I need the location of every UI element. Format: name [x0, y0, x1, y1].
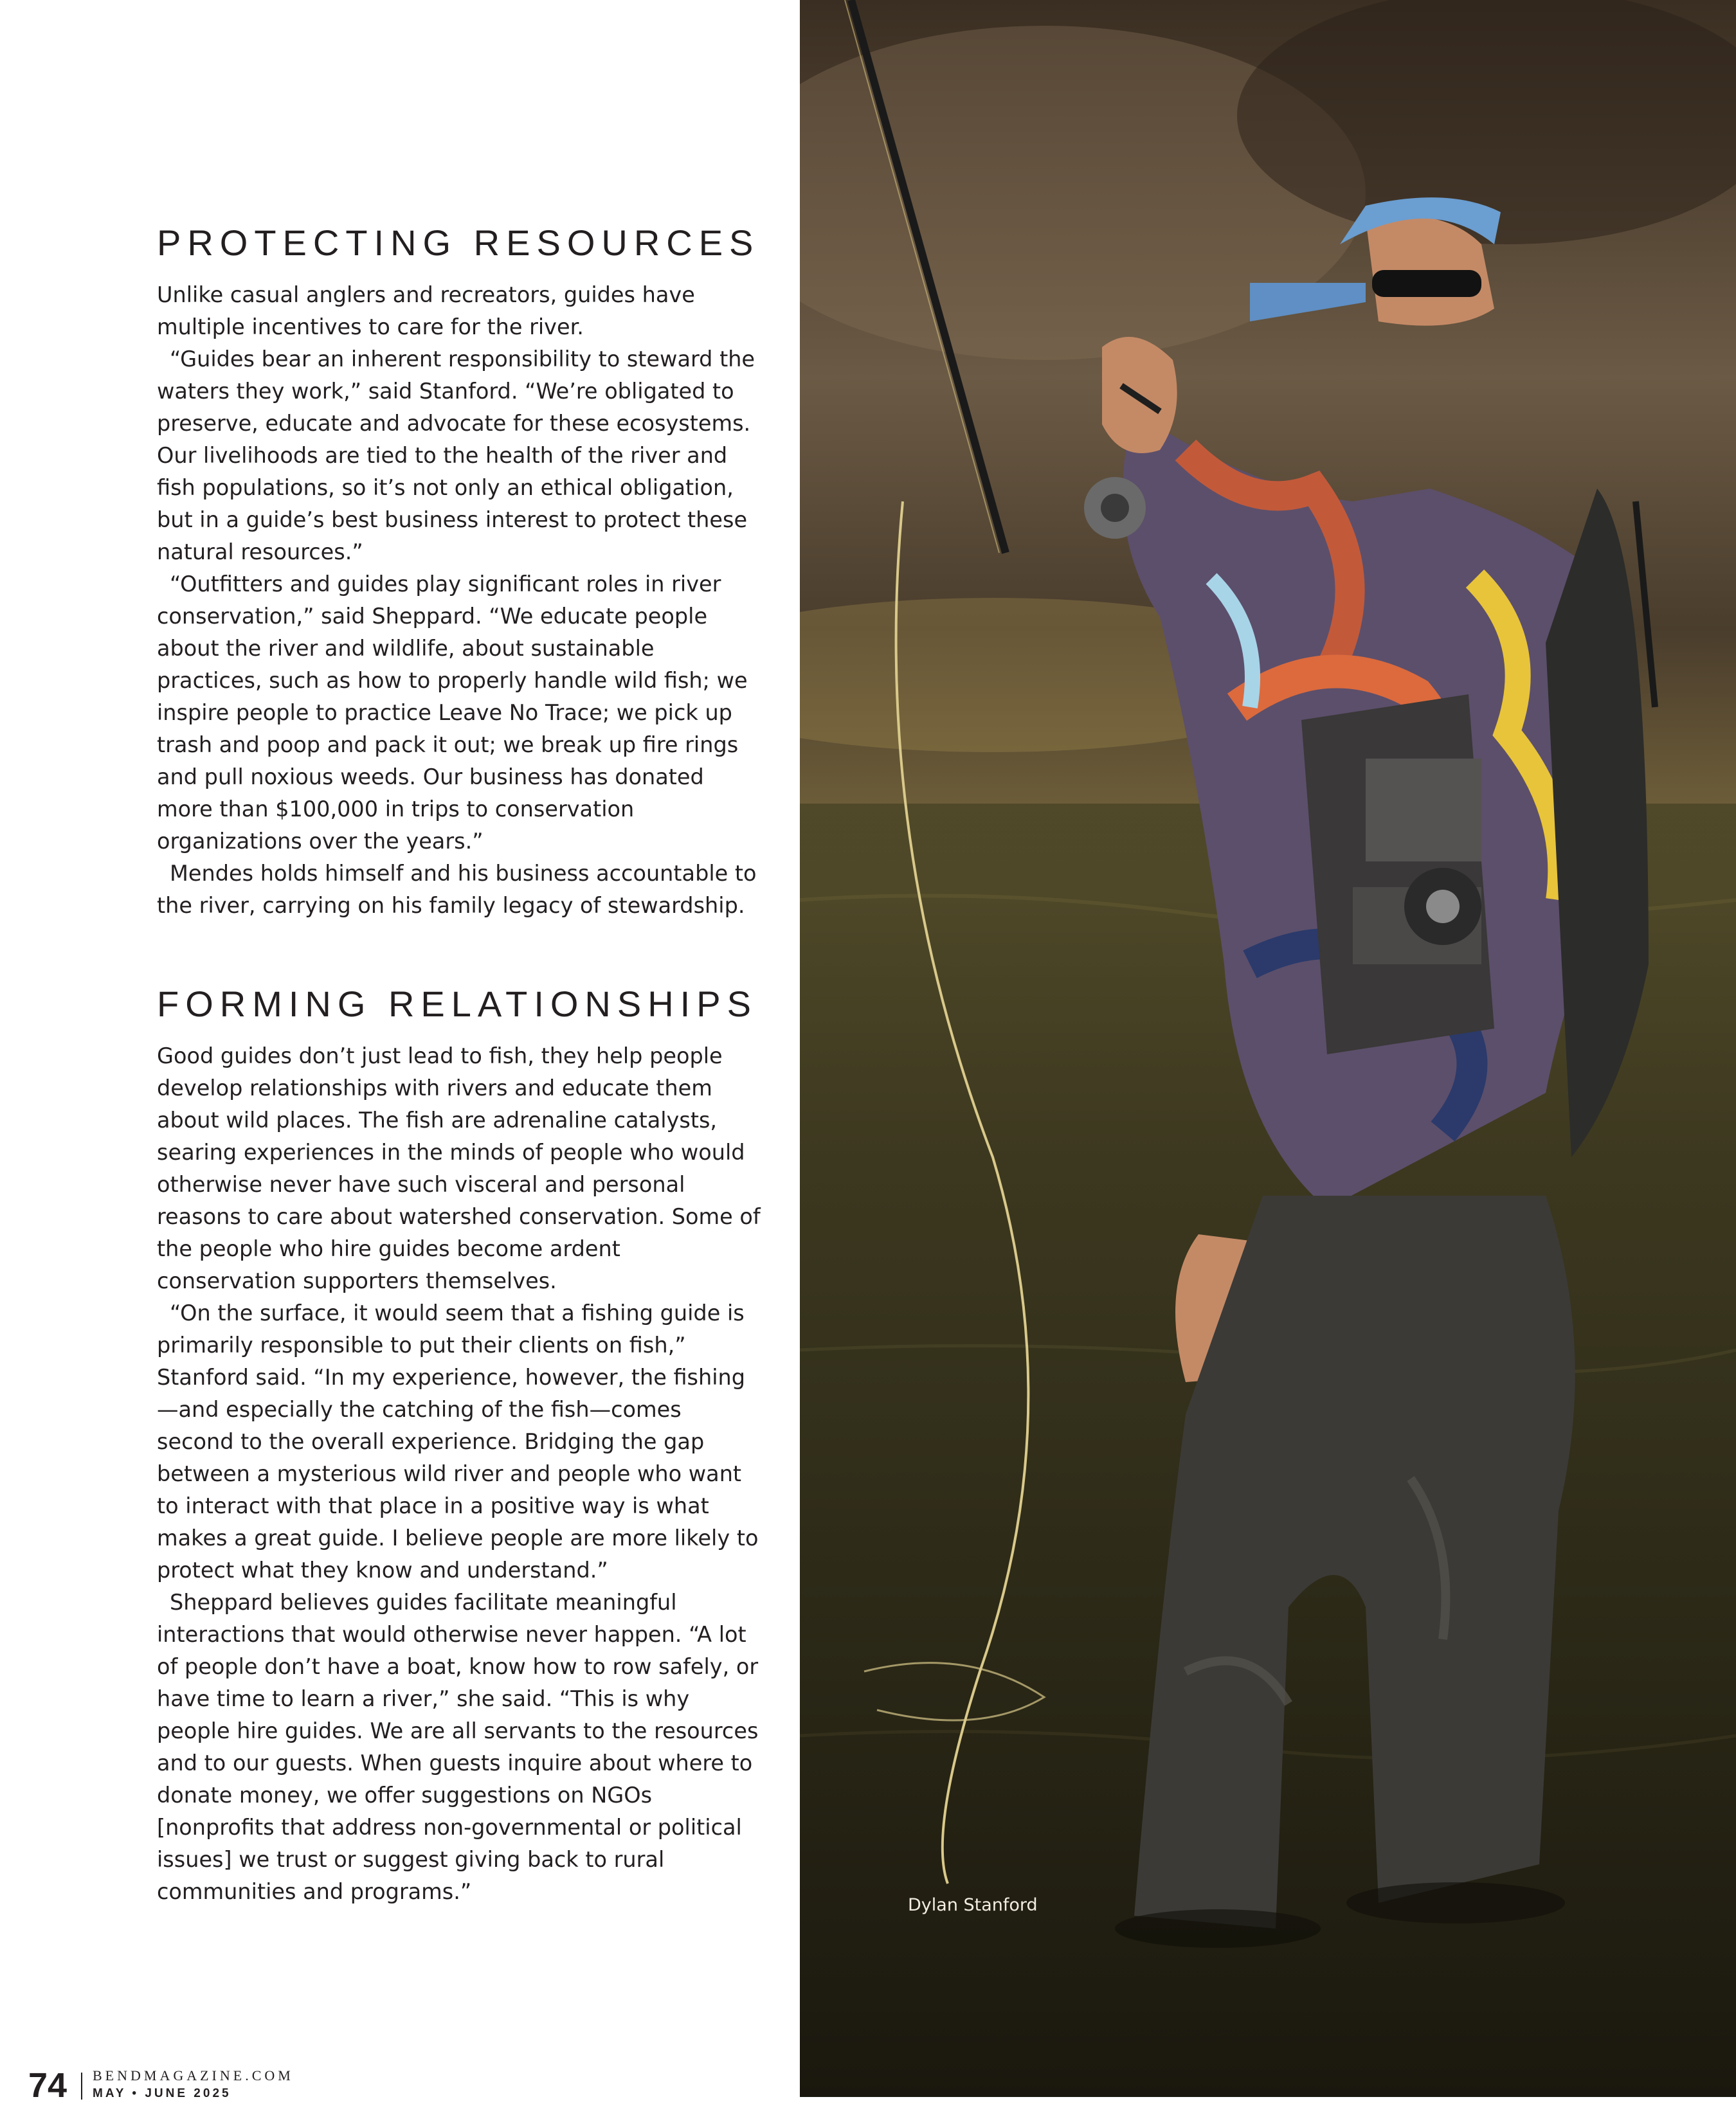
article-paragraph: Mendes holds himself and his business accountable to the river, carrying on his family legacy of stewardship. [157, 861, 757, 918]
section-heading-forming-relationships: FORMING RELATIONSHIPS [157, 984, 757, 1024]
issue-date: MAY • JUNE 2025 [93, 2087, 231, 2100]
article-paragraph: Sheppard believes guides facilitate meaningful interactions that would otherwise never happen. “A lot of people don’t have a boat, know how to row safely, or have time to learn a river,” she said. “This is why people hire guides. We are all servants to the resources and to our guests. When guests inquire about where to donate money, we offer suggestions on NGOs [nonprofits that address non-governmental or political issues] we trust or suggest giving back to rural communities and programs.” [157, 1590, 759, 1904]
section-heading-protecting-resources: PROTECTING RESOURCES [157, 222, 760, 263]
article-paragraph: “Guides bear an inherent responsibility to steward the waters they work,” said Stanford. “We’re obligated to preserve, educate and advocate for these ecosystems. Our livelihoods are tied to the health of the river and fish populations, so it’s not only an ethical obligation, but in a guide’s best business interest to protect these natural resources.” [157, 346, 755, 564]
page-number: 74 [28, 2066, 68, 2105]
article-paragraph: Good guides don’t just lead to fish, they help people develop relationships with rivers and educate them about wild places. The fish are adrenaline catalysts, searing experiences in the minds of people who would otherwise never have such visceral and personal reasons to care about watershed conservation. Some of the people who hire guides become ardent conservation supporters themselves. [157, 1043, 761, 1293]
folio-divider [81, 2073, 82, 2100]
article-paragraph: Unlike casual anglers and recreators, guides have multiple incentives to care for the river. [157, 282, 695, 339]
article-paragraph: “Outfitters and guides play significant roles in river conservation,” said Sheppard. “We educate people about the river and wildlife, about sustainable practices, such as how to properly handle wild fish; we inspire people to practice Leave No Trace; we pick up trash and poop and pack it out; we break up fire rings and pull noxious weeds. Our business has donated more than $100,000 in trips to conservation organizations over the years.” [157, 572, 748, 854]
photo-caption: Dylan Stanford [908, 1895, 1038, 1915]
magazine-site: BENDMAGAZINE.COM [93, 2067, 294, 2084]
article-paragraph: “On the surface, it would seem that a fishing guide is primarily responsible to put their clients on fish,” Stanford said. “In my experience, however, the fishing—and especially the catching of the fish—comes second to the overall experience. Bridging the gap between a mysterious wild river and people who want to interact with that place in a positive way is what makes a great guide. I believe people are more likely to protect what they know and understand.” [157, 1300, 759, 1583]
angler-photo [800, 0, 1736, 2097]
article-text-column [157, 222, 761, 1908]
angler-photo-illustration [800, 0, 1736, 2097]
